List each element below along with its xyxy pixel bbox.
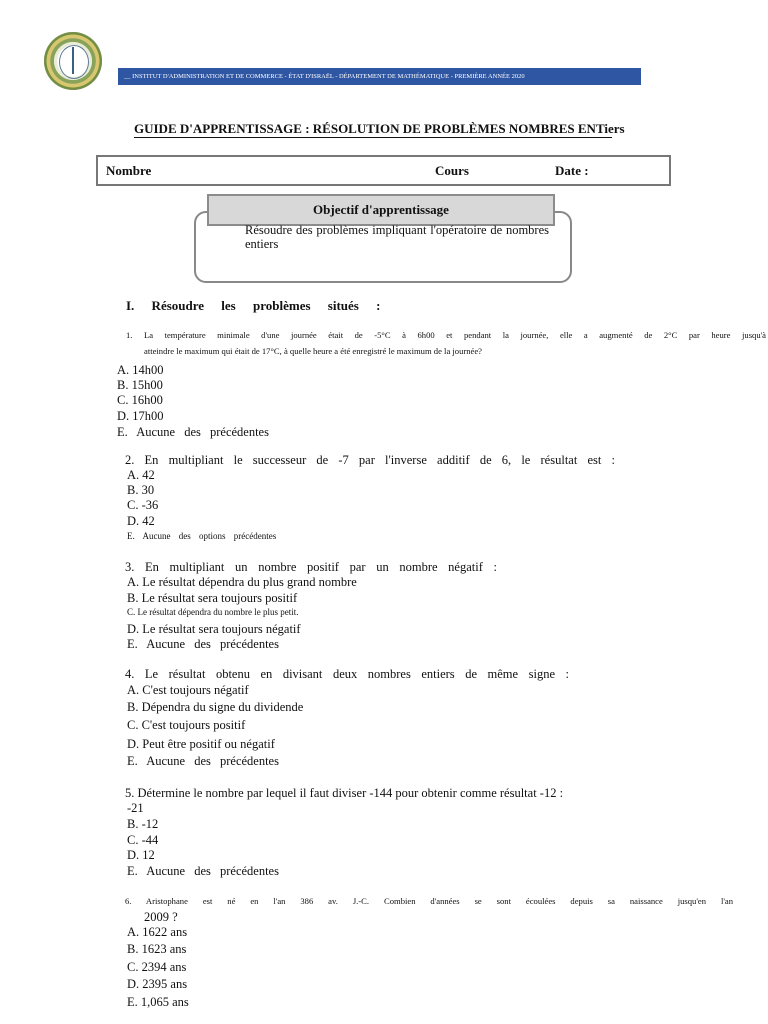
q2-option-a: A. 42 bbox=[127, 468, 155, 482]
q2-option-e: E. Aucune des options précédentes bbox=[127, 531, 277, 541]
date-label: Date : bbox=[555, 163, 589, 178]
question-3: 3. En multipliant un nombre positif par un nombre négatif : bbox=[125, 560, 497, 574]
cours-label: Cours bbox=[435, 163, 469, 178]
q1-option-b: B. 15h00 bbox=[117, 378, 163, 392]
q2-option-d: D. 42 bbox=[127, 514, 155, 528]
q3-option-b: B. Le résultat sera toujours positif bbox=[127, 591, 298, 605]
q4-option-c: C. C'est toujours positif bbox=[127, 718, 246, 732]
q1-option-e: E. Aucune des précédentes bbox=[117, 425, 269, 439]
question-6-line1: 6. Aristophane est né en l'an 386 av. J.-C. Combien d'années se sont écoulées depuis sa naissance jusqu'en l'an bbox=[125, 896, 733, 906]
question-1-line2: atteindre le maximum qui était de 17°C, à quelle heure a été enregistré le maximum de la journée? bbox=[144, 346, 482, 356]
q4-option-d: D. Peut être positif ou négatif bbox=[127, 737, 275, 751]
q4-option-e: E. Aucune des précédentes bbox=[127, 754, 279, 768]
question-6-line2: 2009 ? bbox=[144, 910, 178, 924]
question-1-line1: 1. La température minimale d'une journée était de -5°C à 6h00 et pendant la journée, elle a augmenté de 2°C par heure jusqu'à bbox=[126, 330, 766, 340]
q6-option-a: A. 1622 ans bbox=[127, 925, 188, 939]
q2-option-c: C. -36 bbox=[127, 498, 159, 512]
q3-option-a: A. Le résultat dépendra du plus grand nombre bbox=[127, 575, 357, 589]
q2-option-b: B. 30 bbox=[127, 483, 155, 497]
objective-text: Résoudre des problèmes impliquant l'opératoire de nombres entiers bbox=[245, 223, 549, 251]
seal-ring bbox=[59, 45, 89, 79]
q3-option-e: E. Aucune des précédentes bbox=[127, 637, 279, 651]
q6-option-c: C. 2394 ans bbox=[127, 960, 187, 974]
q1-option-d: D. 17h00 bbox=[117, 409, 164, 423]
q3-option-c: C. Le résultat dépendra du nombre le plus petit. bbox=[127, 607, 299, 617]
school-seal-icon bbox=[44, 32, 102, 90]
title-underline bbox=[134, 137, 612, 138]
q1-option-c: C. 16h00 bbox=[117, 393, 163, 407]
q6-option-b: B. 1623 ans bbox=[127, 942, 187, 956]
q4-option-a: A. C'est toujours négatif bbox=[127, 683, 249, 697]
nombre-label: Nombre bbox=[106, 163, 152, 178]
q4-option-b: B. Dépendra du signe du dividende bbox=[127, 700, 304, 714]
objective-heading: Objectif d'apprentissage bbox=[207, 194, 555, 226]
question-4: 4. Le résultat obtenu en divisant deux nombres entiers de même signe : bbox=[125, 667, 569, 681]
q5-option-c: C. -44 bbox=[127, 833, 159, 847]
seal-caduceus bbox=[72, 47, 74, 74]
q5-option-b: B. -12 bbox=[127, 817, 159, 831]
q3-option-d: D. Le résultat sera toujours négatif bbox=[127, 622, 301, 636]
header-bar: __ INSTITUT D'ADMINISTRATION ET DE COMMERCE - ÉTAT D'ISRAËL - DÉPARTEMENT DE MATHÉMATIQUE - PREMIÈRE ANNÉE 2020 bbox=[118, 68, 641, 85]
q5-option-d: D. 12 bbox=[127, 848, 155, 862]
q5-option-e: E. Aucune des précédentes bbox=[127, 864, 279, 878]
q6-option-e: E. 1,065 ans bbox=[127, 995, 189, 1009]
q1-option-a: A. 14h00 bbox=[117, 363, 164, 377]
section-title: I. Résoudre les problèmes situés : bbox=[126, 298, 381, 313]
q5-option-a: -21 bbox=[127, 801, 144, 815]
question-5: 5. Détermine le nombre par lequel il faut diviser -144 pour obtenir comme résultat -12 : bbox=[125, 786, 564, 800]
question-2: 2. En multipliant le successeur de -7 par l'inverse additif de 6, le résultat est : bbox=[125, 453, 615, 467]
q6-option-d: D. 2395 ans bbox=[127, 977, 188, 991]
page-title: GUIDE D'APPRENTISSAGE : RÉSOLUTION DE PROBLÈMES NOMBRES ENTiers bbox=[134, 121, 625, 136]
